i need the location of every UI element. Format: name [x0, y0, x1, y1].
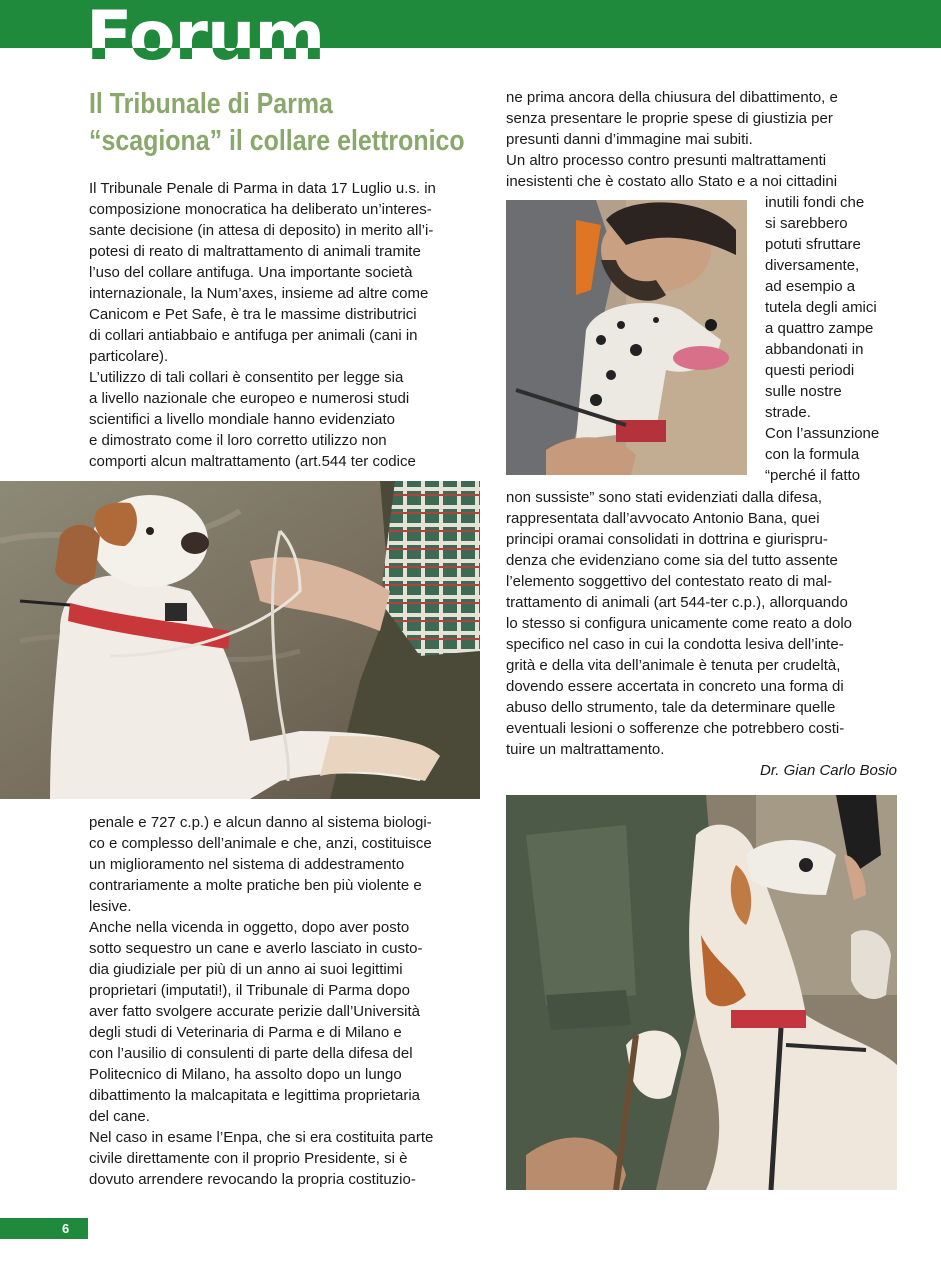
text-line: tutela degli amici — [765, 299, 877, 316]
text-line: trattamento di animali (art 544-ter c.p.), allorquando — [506, 594, 848, 611]
article-title-line: “scagiona” il collare elettronico — [89, 125, 465, 157]
text-line: Un altro processo contro presunti maltrattamenti — [506, 152, 827, 169]
text-line: sotto sequestro un cane e averlo lasciato in custo- — [89, 940, 423, 957]
text-line: presunti danni d’immagine mai subiti. — [506, 131, 753, 148]
text-line: grità e della vita dell’animale è tenuta per crudeltà, — [506, 657, 841, 674]
text-line: e dimostrato come il loro corretto utilizzo non — [89, 432, 387, 449]
text-line: non sussiste” sono stati evidenziati dalla difesa, — [506, 489, 823, 506]
text-line: rappresentata dall’avvocato Antonio Bana, quei — [506, 510, 820, 527]
photo-pointer-dog-collar — [0, 481, 480, 799]
text-line: sulle nostre — [765, 383, 842, 400]
text-line: scientifici a livello mondiale hanno evidenziato — [89, 411, 396, 428]
text-line: dovendo essere accertata in concreto una forma di — [506, 678, 844, 695]
text-line: “perché il fatto — [765, 467, 861, 484]
text-line: a livello nazionale che europeo e numerosi studi — [89, 390, 410, 407]
text-line: degli studi di Veterinaria di Parma e di Milano e — [89, 1024, 402, 1041]
text-line: proprietari (imputati!), il Tribunale di Parma dopo — [89, 982, 410, 999]
text-line: principi oramai consolidati in dottrina e giurispru- — [506, 531, 828, 548]
text-line: Canicom e Pet Safe, è tra le massime distributrici — [89, 306, 417, 323]
text-line: specifico nel caso in cui la condotta lesiva dell’inte- — [506, 636, 844, 653]
magazine-section-title: Forum — [86, 6, 325, 68]
column1-top-text — [89, 178, 436, 472]
text-line: ne prima ancora della chiusura del dibattimento, e — [506, 89, 838, 106]
text-line: Il Tribunale Penale di Parma in data 17 Luglio u.s. in — [89, 180, 436, 197]
text-line: dibattimento la malcapitata e legittima proprietaria — [89, 1087, 421, 1104]
text-line: potuti sfruttare — [765, 236, 861, 253]
text-line: inesistenti che è costato allo Stato e a noi cittadini — [506, 173, 838, 190]
text-line: Anche nella vicenda in oggetto, dopo aver posto — [89, 919, 410, 936]
photo-man-with-setter — [506, 200, 747, 475]
text-line: si sarebbero — [765, 215, 848, 232]
text-line: particolare). — [89, 348, 169, 365]
text-line: penale e 727 c.p.) e alcun danno al sistema biologi- — [89, 814, 432, 831]
text-line: sante decisione (in attesa di deposito) in merito all’i- — [89, 222, 434, 239]
column2-narrow-text — [765, 192, 879, 486]
text-line: abbandonati in — [765, 341, 864, 358]
photo-man-setter-image — [506, 200, 747, 475]
text-line: tuire un maltrattamento. — [506, 741, 665, 758]
photo-english-setter-image — [506, 795, 897, 1190]
text-line: lo stesso si configura unicamente come reato a dolo — [506, 615, 853, 632]
text-line: ad esempio a — [765, 278, 856, 295]
author-signature: Dr. Gian Carlo Bosio — [760, 762, 897, 779]
text-line: L’utilizzo di tali collari è consentito per legge sia — [89, 369, 404, 386]
photo-english-setter — [506, 795, 897, 1190]
text-line: Politecnico di Milano, ha assolto dopo un lungo — [89, 1066, 402, 1083]
text-line: diversamente, — [765, 257, 860, 274]
text-line: con l’ausilio di consulenti di parte della difesa del — [89, 1045, 413, 1062]
text-line: inutili fondi che — [765, 194, 865, 211]
text-line: con la formula — [765, 446, 860, 463]
text-line: comporti alcun maltrattamento (art.544 ter codice — [89, 453, 416, 470]
text-line: di collari antiabbaio e antifuga per animali (cani in — [89, 327, 418, 344]
text-line: dia giudiziale per più di un anno ai suoi legittimi — [89, 961, 403, 978]
text-line: del cane. — [89, 1108, 150, 1125]
text-line: lesive. — [89, 898, 132, 915]
text-line: Nel caso in esame l’Enpa, che si era costituita parte — [89, 1129, 434, 1146]
text-line: contrariamente a molte pratiche ben più violente e — [89, 877, 422, 894]
text-line: Con l’assunzione — [765, 425, 880, 442]
column2-top-text — [506, 87, 838, 192]
text-line: questi periodi — [765, 362, 855, 379]
text-line: l’uso del collare antifuga. Una importante società — [89, 264, 413, 281]
text-line: senza presentare le proprie spese di giustizia per — [506, 110, 833, 127]
text-line: internazionale, la Num’axes, insieme ad altre come — [89, 285, 429, 302]
text-line: composizione monocratica ha deliberato un’interes- — [89, 201, 432, 218]
column2-bottom-text — [506, 487, 852, 760]
text-line: aver fatto svolgere accurate perizie dall’Università — [89, 1003, 420, 1020]
text-line: dovuto arrendere revocando la propria costituzio- — [89, 1171, 416, 1188]
text-line: co e complesso dell’animale e che, anzi, costituisce — [89, 835, 432, 852]
page-number: 6 — [62, 1221, 70, 1236]
text-line: l’elemento soggettivo del contestato reato di mal- — [506, 573, 833, 590]
page-number-bar — [0, 1218, 88, 1239]
text-line: denza che evidenziano come sia del tutto assente — [506, 552, 838, 569]
column1-bottom-text — [89, 812, 433, 1190]
photo-pointer-dog-image — [0, 481, 480, 799]
text-line: potesi di reato di maltrattamento di animali tramite — [89, 243, 421, 260]
text-line: abuso dello strumento, tale da determinare quelle — [506, 699, 836, 716]
text-line: a quattro zampe — [765, 320, 874, 337]
text-line: strade. — [765, 404, 811, 421]
article-title — [89, 86, 465, 160]
text-line: un miglioramento nel sistema di addestramento — [89, 856, 405, 873]
text-line: eventuali lesioni o sofferenze che potrebbero costi- — [506, 720, 845, 737]
article-title-line: Il Tribunale di Parma — [89, 88, 333, 120]
text-line: civile direttamente con il proprio Presidente, si è — [89, 1150, 408, 1167]
